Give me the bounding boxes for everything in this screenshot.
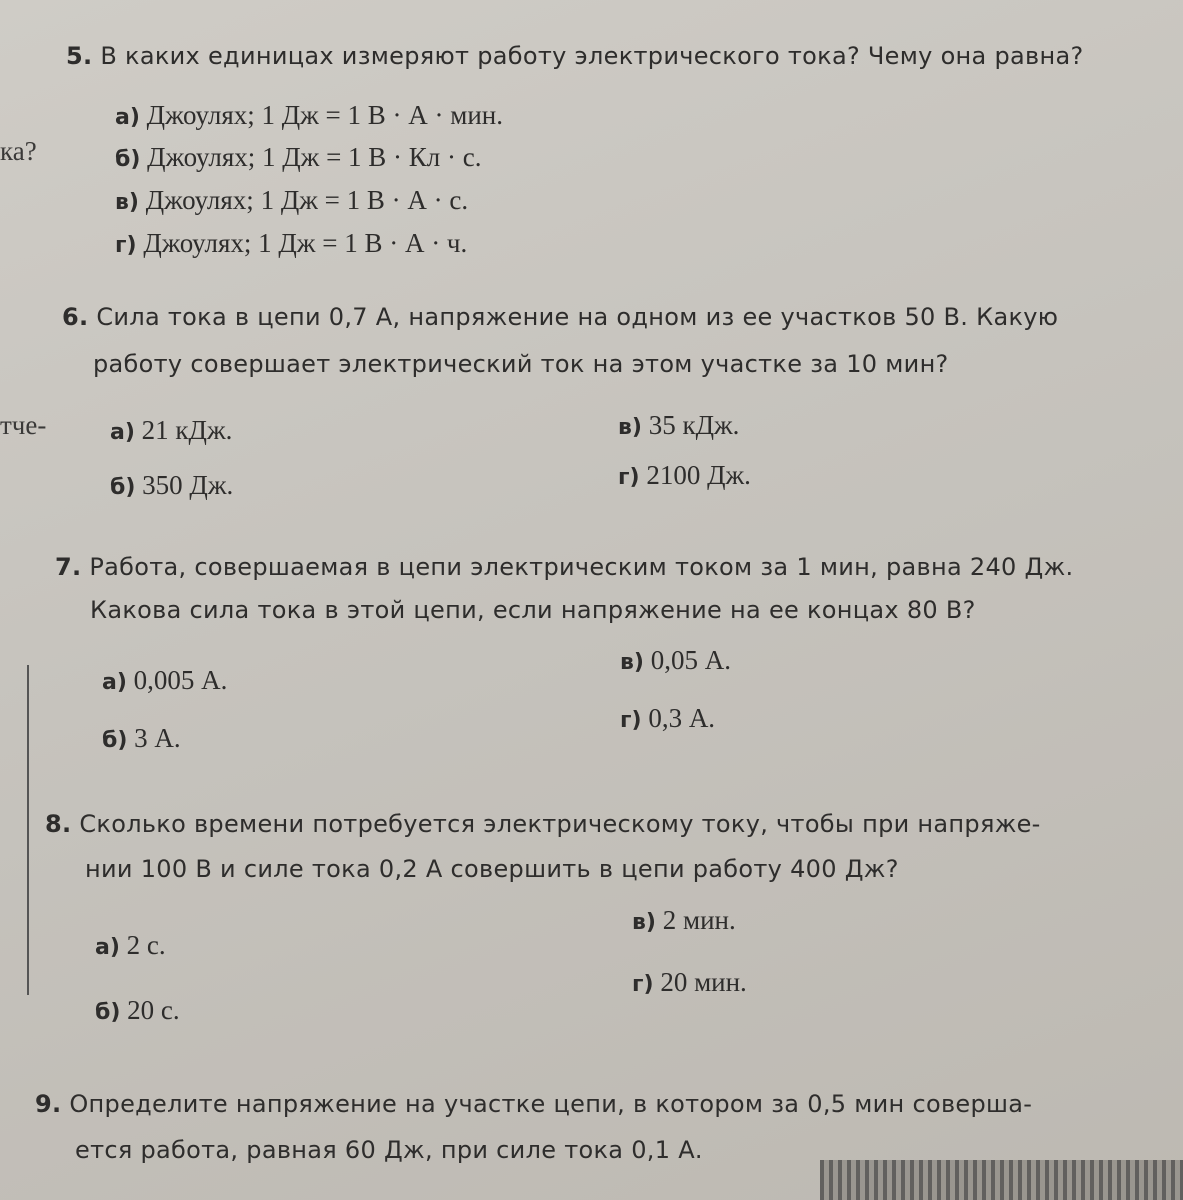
question-8: 8. Сколько времени потребуется электрическому току, чтобы при напряже-: [45, 810, 1041, 838]
option-v: в) Джоулях; 1 Дж = 1 В · А · с.: [115, 185, 469, 215]
question-6-line2: работу совершает электрический ток на этом участке за 10 мин?: [93, 350, 949, 378]
option-v: в) 0,05 А.: [620, 645, 731, 675]
option-g: г) Джоулях; 1 Дж = 1 В · А · ч.: [115, 228, 468, 258]
option-g: г) 2100 Дж.: [618, 460, 751, 490]
option-v: в) 2 мин.: [632, 905, 736, 935]
question-9: 9. Определите напряжение на участке цепи, в котором за 0,5 мин соверша-: [35, 1090, 1033, 1118]
question-7: 7. Работа, совершаемая в цепи электрическим током за 1 мин, равна 240 Дж.: [55, 553, 1074, 581]
page-edge-shadow: [820, 1160, 1183, 1200]
question-7-line2: Какова сила тока в этой цепи, если напряжение на ее концах 80 В?: [90, 596, 976, 624]
option-a: а) 2 с.: [95, 930, 166, 960]
question-6: 6. Сила тока в цепи 0,7 А, напряжение на одном из ее участков 50 В. Какую: [62, 303, 1059, 331]
option-g: г) 0,3 А.: [620, 703, 716, 733]
question-5: 5. В каких единицах измеряют работу электрического тока? Чему она равна?: [66, 42, 1084, 70]
option-b: б) 350 Дж.: [110, 470, 234, 500]
question-9-line2: ется работа, равная 60 Дж, при силе тока 0,1 А.: [75, 1136, 703, 1164]
option-a: а) 21 кДж.: [110, 415, 233, 445]
question-8-line2: нии 100 В и силе тока 0,2 А совершить в цепи работу 400 Дж?: [85, 855, 899, 883]
option-b: б) 20 с.: [95, 995, 180, 1025]
option-g: г) 20 мин.: [632, 967, 747, 997]
margin-line: [27, 665, 29, 995]
option-a: а) Джоулях; 1 Дж = 1 В · А · мин.: [115, 100, 504, 130]
option-b: б) Джоулях; 1 Дж = 1 В · Кл · с.: [115, 142, 482, 172]
option-v: в) 35 кДж.: [618, 410, 740, 440]
margin-fragment: ка?: [0, 136, 37, 166]
option-a: а) 0,005 А.: [102, 665, 228, 695]
option-b: б) 3 А.: [102, 723, 181, 753]
margin-fragment: тче-: [0, 410, 47, 440]
